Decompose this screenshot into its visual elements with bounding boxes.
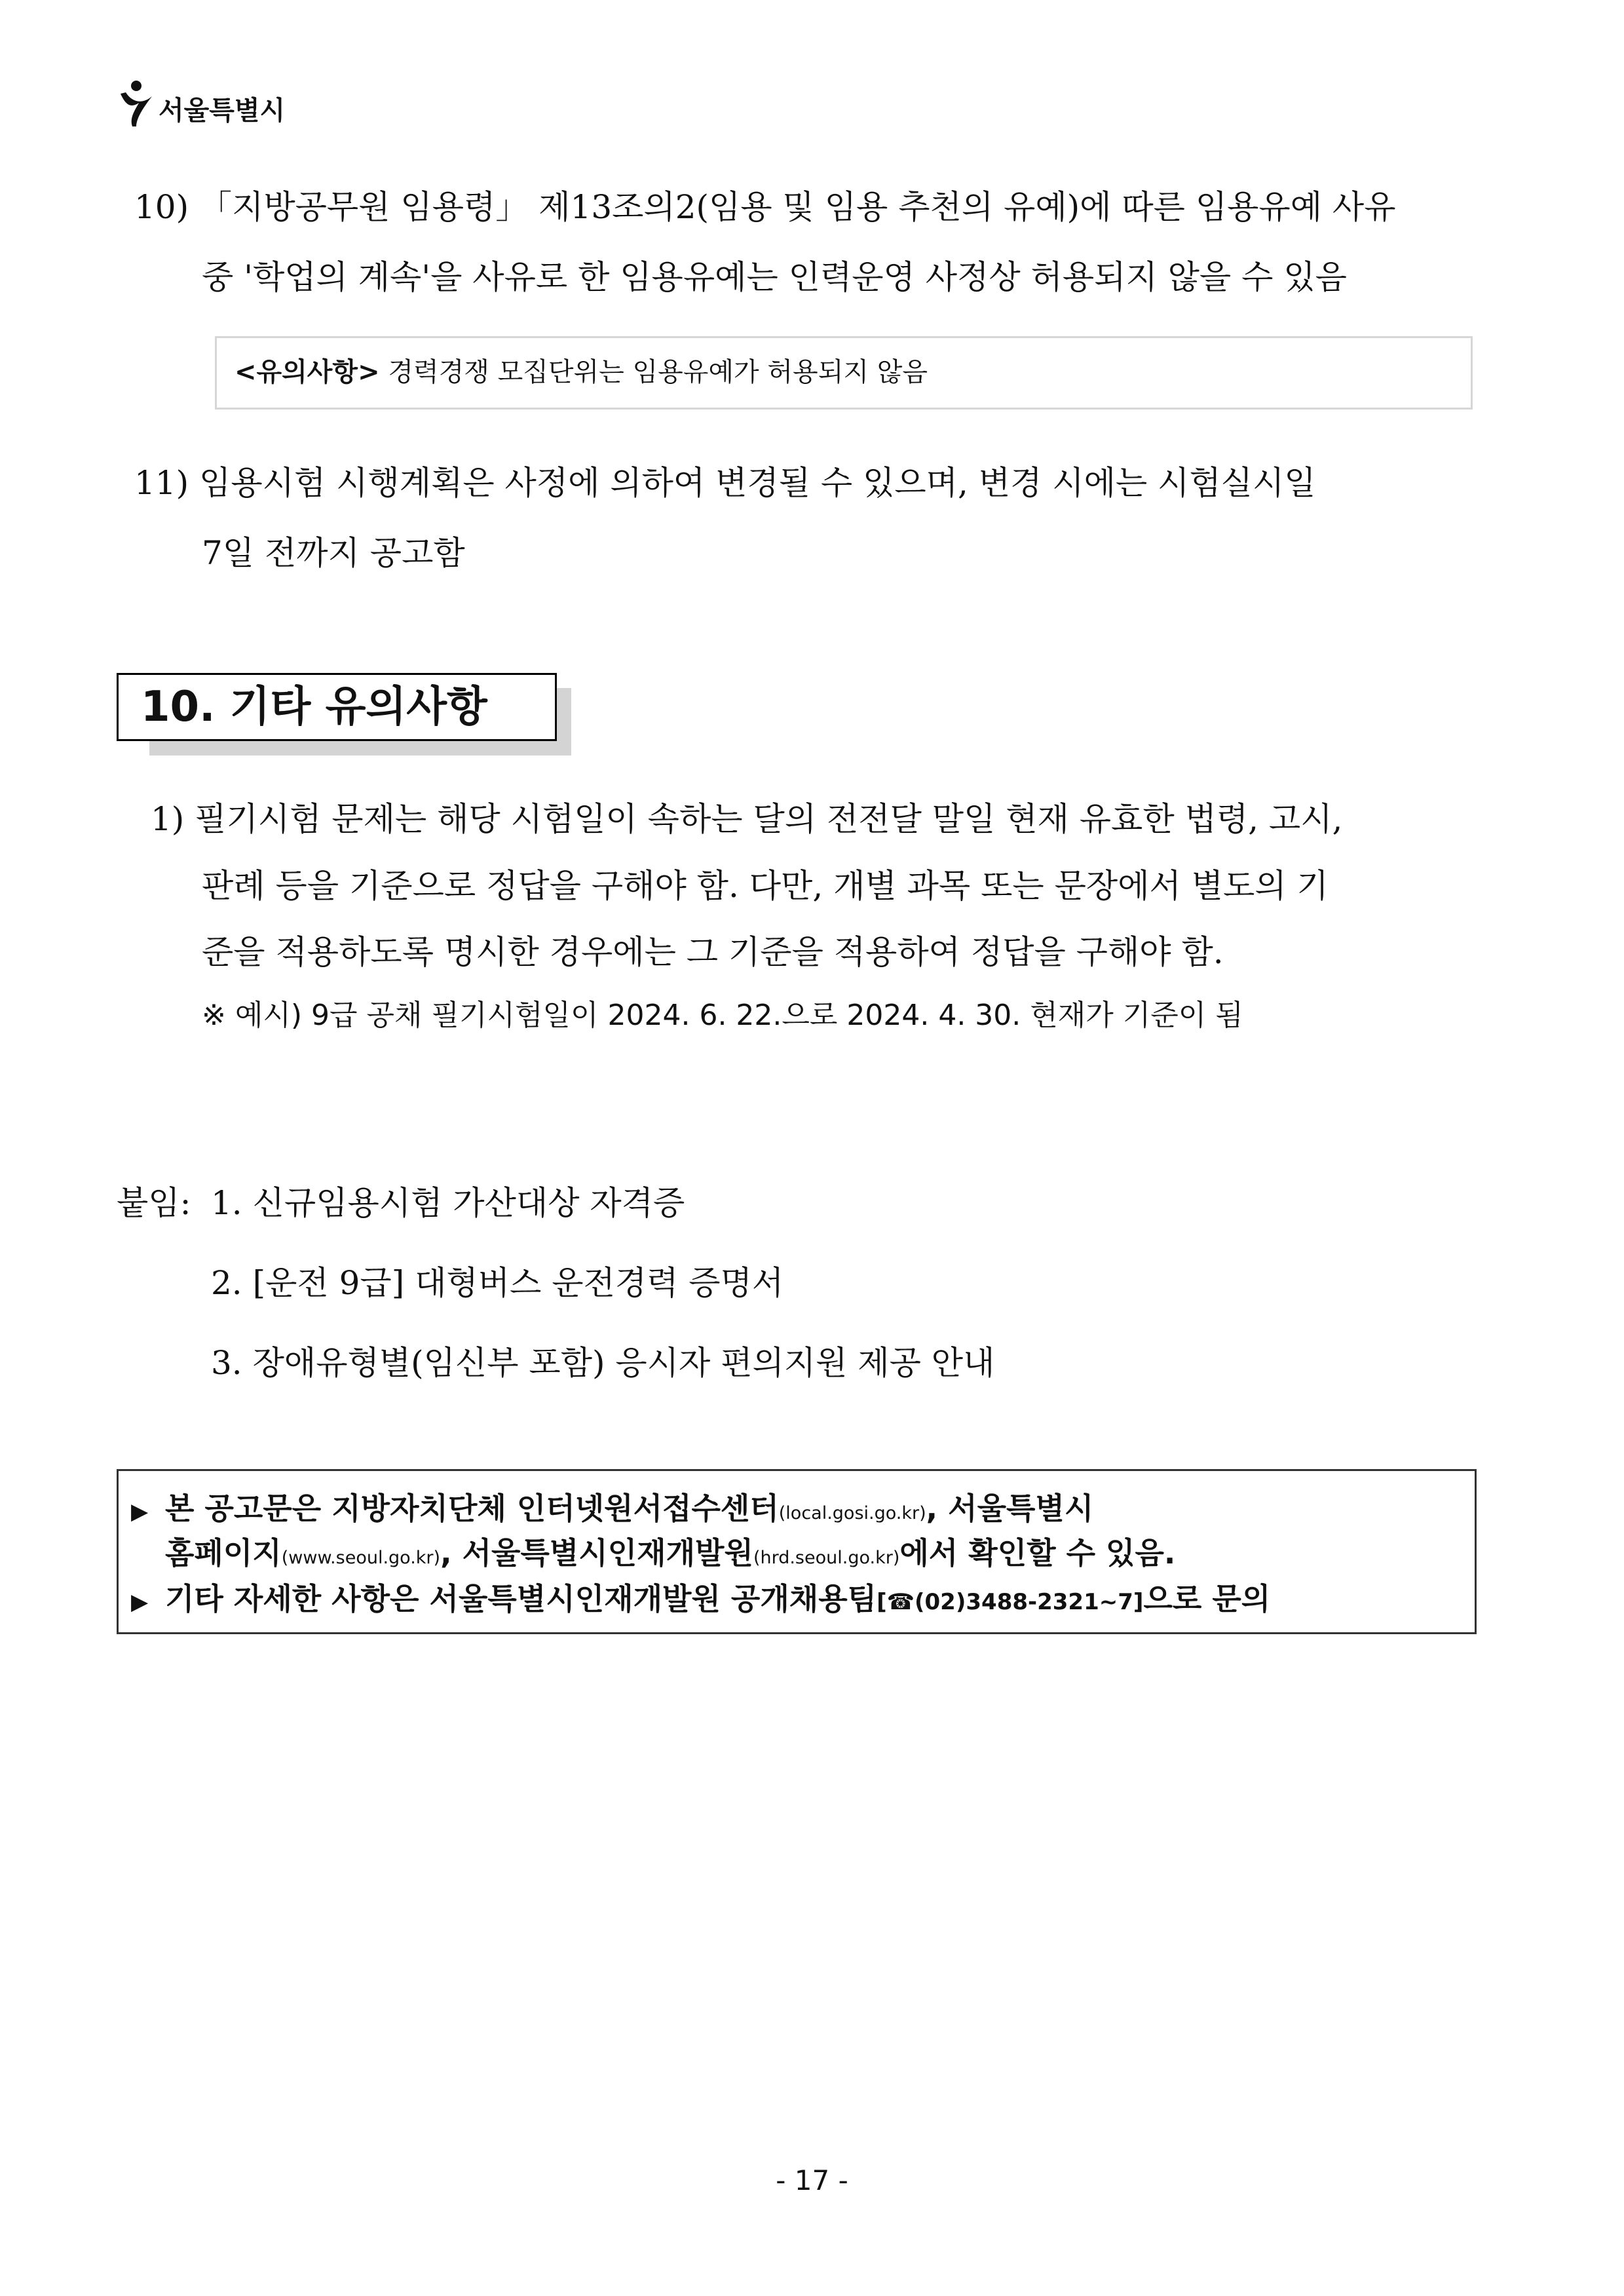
notice-line2: 홈페이지(www.seoul.go.kr), 서울특별시인재개발원(hrd.seoul.go.kr)에서 확인할 수 있음. (165, 1535, 1176, 1571)
header-logo (117, 77, 285, 130)
url-seoul: (www.seoul.go.kr) (281, 1548, 441, 1568)
triangle-right-icon: ▶ (131, 1589, 149, 1615)
phone-number: [☎(02)3488-2321~7] (877, 1589, 1144, 1615)
notice-line3: ▶ 기타 자세한 사항은 서울특별시인재개발원 공개채용팀[☎(02)3488-2321~7]으로 문의 (131, 1579, 1270, 1622)
item11-line2: 7일 전까지 공고함 (202, 534, 465, 572)
note-text: 경력경쟁 모집단위는 임용유예가 허용되지 않음 (388, 357, 928, 387)
item10-line1: 10) 「지방공무원 임용령」 제13조의2(임용 및 임용 추천의 유예)에 따른 임용유예 사유 (134, 188, 1396, 226)
item11-line1: 11) 임용시험 시행계획은 사정에 의하여 변경될 수 있으며, 변경 시에는 시험실시일 (134, 464, 1316, 502)
url-hrd-seoul: (hrd.seoul.go.kr) (753, 1548, 900, 1568)
page-number: - 17 - (776, 2164, 848, 2196)
url-local-gosi: (local.gosi.go.kr) (778, 1503, 926, 1523)
item10-line2: 중 '학업의 계속'을 사유로 한 임용유예는 인력운영 사정상 허용되지 않을 수 있음 (202, 258, 1347, 296)
section10-item1-line3: 준을 적용하도록 명시한 경우에는 그 기준을 적용하여 정답을 구해야 함. (202, 933, 1224, 971)
attachment-item: 2. [운전 9급] 대형버스 운전경력 증명서 (211, 1264, 784, 1302)
section10-item1-line2: 판례 등을 기준으로 정답을 구해야 함. 다만, 개별 과목 또는 문장에서 별도의 기 (202, 867, 1329, 905)
seoul-logo-icon (117, 79, 156, 128)
section-heading: 10. 기타 유의사항 (141, 683, 487, 731)
note-content (235, 354, 928, 391)
notice-line1: ▶ 본 공고문은 지방자치단체 인터넷원서접수센터(local.gosi.go.kr), 서울특별시 (131, 1489, 1093, 1533)
section10-item1-line1: 1) 필기시험 문제는 해당 시험일이 속하는 달의 전전달 말일 현재 유효한 법령, 고시, (151, 800, 1343, 838)
logo-text: 서울특별시 (159, 95, 286, 126)
attachment-item: 3. 장애유형별(임신부 포함) 응시자 편의지원 제공 안내 (211, 1344, 995, 1382)
section10-example: ※ 예시) 9급 공채 필기시험일이 2024. 6. 22.으로 2024. 4. 30. 현재가 기준이 됨 (202, 999, 1243, 1032)
note-label: <유의사항> (235, 357, 380, 387)
attachment-item: 1. 신규임용시험 가산대상 자격증 (211, 1184, 685, 1222)
triangle-right-icon: ▶ (131, 1499, 149, 1525)
attachments-label: 붙임: (117, 1184, 191, 1222)
